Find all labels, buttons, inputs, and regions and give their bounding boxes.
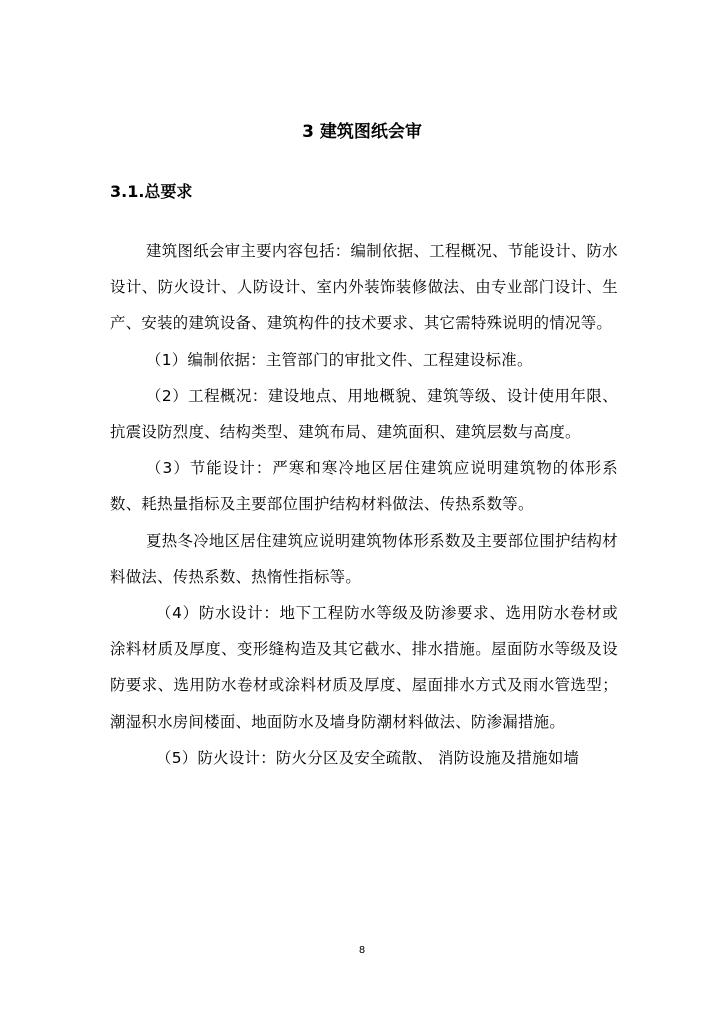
paragraph-item-1: （1）编制依据：主管部门的审批文件、工程建设标准。 bbox=[146, 350, 533, 369]
paragraph-item-5: （5）防火设计：防火分区及安全疏散、 消防设施及措施如墙 bbox=[156, 748, 580, 767]
paragraph-item-2: （2）工程概况：建设地点、用地概貌、建筑等级、设计使用年限、抗震设防烈度、结构类型、建筑布局、建筑面积、建筑层数与高度。 bbox=[110, 386, 618, 442]
paragraph-item-3: （3）节能设计：严寒和寒冷地区居住建筑应说明建筑物的体形系数、耗热量指标及主要部位围护结构材料做法、传热系数等。 bbox=[110, 459, 618, 514]
section-title: 3.1.总要求 bbox=[110, 182, 193, 201]
paragraph-overview: 建筑图纸会审主要内容包括：编制依据、工程概况、节能设计、防水设计、防火设计、人防设计、室内外装饰装修做法、由专业部门设计、生产、安装的建筑设备、建筑构件的技术要求、其它需特殊说明的情况等。 bbox=[110, 242, 618, 333]
body-text bbox=[110, 233, 618, 776]
page-number: 8 bbox=[358, 945, 366, 956]
paragraph-item-3-continued: 夏热冬冷地区居住建筑应说明建筑物体形系数及主要部位围护结构材料做法、传热系数、热惰性指标等。 bbox=[110, 531, 618, 586]
paragraph-item-4: （4）防水设计：地下工程防水等级及防渗要求、选用防水卷材或涂料材质及厚度、变形缝构造及其它截水、排水措施。屋面防水等级及设防要求、选用防水卷材或涂料材质及厚度、屋面排水方式及雨水管选型； 潮湿积水房间楼面、地面防水及墙身防潮材料做法、防渗漏措施。 bbox=[110, 604, 618, 731]
chapter-title: 3 建筑图纸会审 bbox=[302, 122, 422, 142]
